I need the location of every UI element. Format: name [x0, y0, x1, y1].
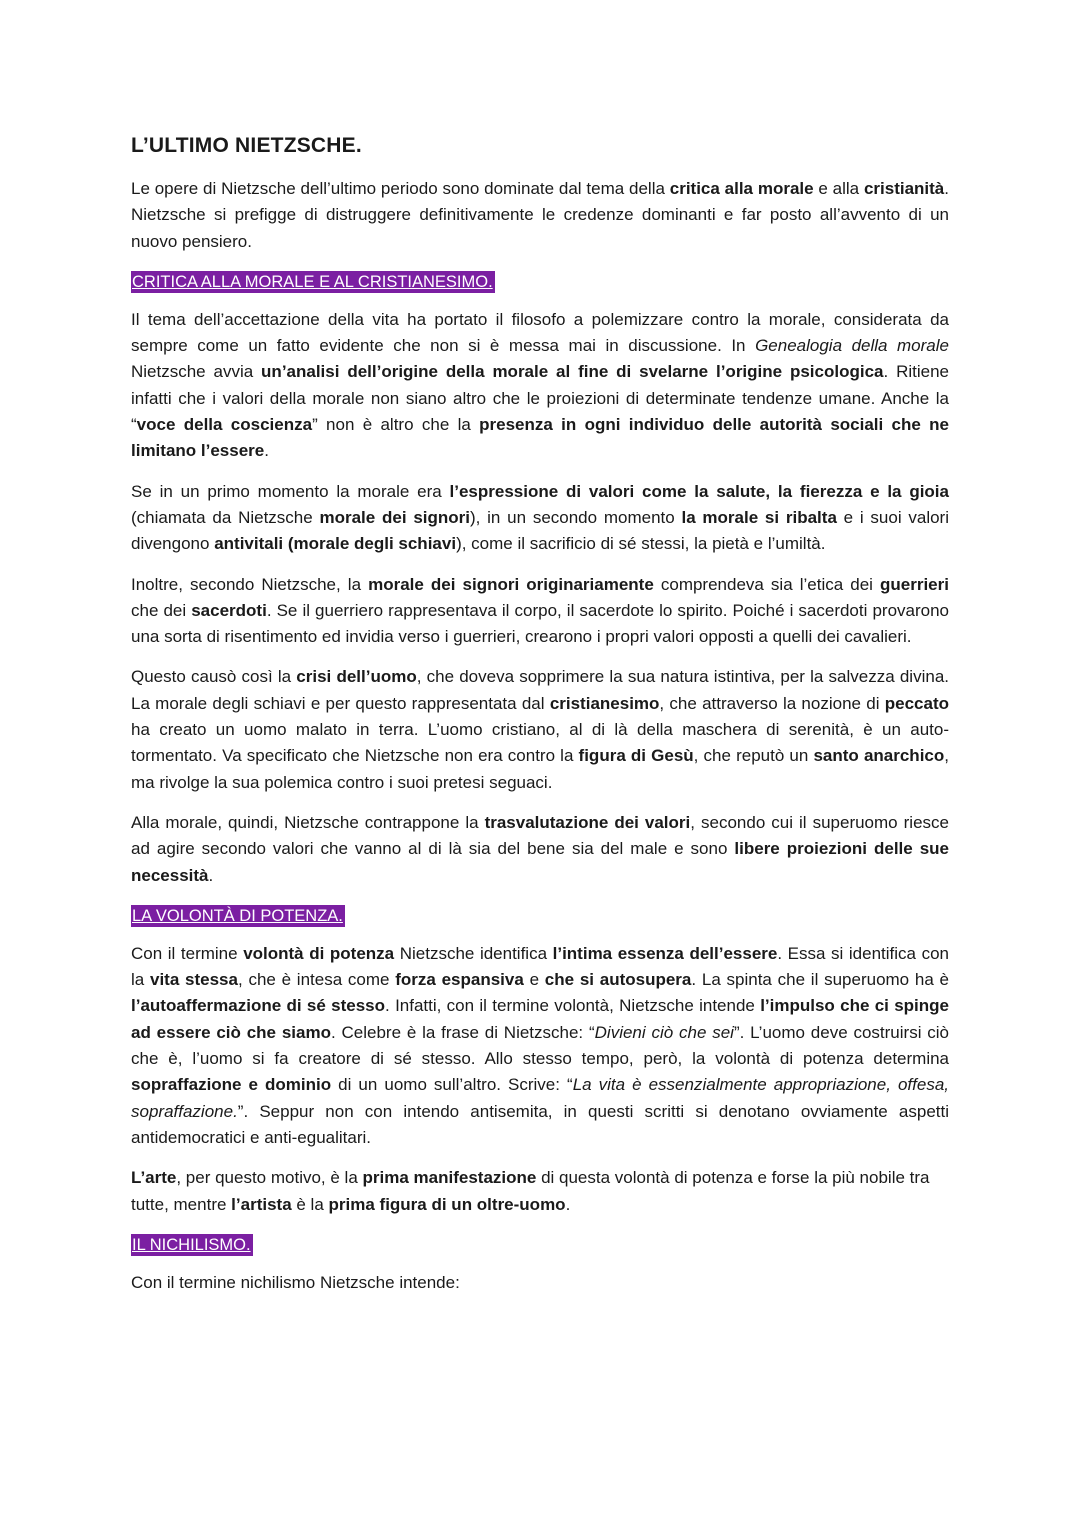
bold-text: peccato — [884, 693, 949, 713]
section-heading: LA VOLONTÀ DI POTENZA. — [132, 906, 343, 925]
text-run: ”. L’uomo deve costruirsi ciò che è, l’uomo si fa creatore di sé stesso. Allo stesso tempo, però, la volontà di potenza determina — [131, 1022, 950, 1069]
bold-text: crisi dell’uomo — [296, 667, 417, 687]
section — [131, 1232, 949, 1296]
paragraph — [131, 307, 949, 465]
text-run: Inoltre, secondo Nietzsche, la — [131, 574, 369, 594]
section — [131, 269, 949, 889]
text-run: ”. Seppur non con intendo antisemita, in questi scritti si denotano ovviamente aspetti antidemocratici e anti-egualitari. — [131, 1101, 949, 1147]
intro-paragraph — [131, 176, 949, 255]
text-run: . Infatti, con il termine volontà, Nietzsche intende — [385, 996, 761, 1016]
text-run: . La spinta che il superuomo ha è — [691, 970, 949, 990]
text-run: ), come il sacrificio di sé stessi, la pietà e l’umiltà. — [456, 534, 826, 554]
page-title: L’ULTIMO NIETZSCHE. — [131, 134, 362, 157]
text-run: , per questo motivo, è la — [176, 1168, 363, 1188]
text-run: . — [565, 1194, 571, 1214]
text-run: Questo causò così la — [131, 667, 297, 687]
section-heading: CRITICA ALLA MORALE E AL CRISTIANESIMO. — [132, 272, 493, 291]
text-run: ), in un secondo momento — [470, 507, 682, 527]
text-run: che dei — [131, 600, 192, 620]
bold-text: guerrieri — [880, 574, 949, 594]
text-run: e alla — [813, 179, 864, 198]
text-run: di questa volontà di potenza e forse la più nobile tra tutte, mentre — [131, 1168, 930, 1214]
bold-text: libere proiezioni delle sue necessità — [131, 839, 949, 885]
text-run: . — [208, 865, 214, 885]
text-run: . Nietzsche si prefigge di distruggere definitivamente le credenze dominanti e far posto all’avvento di un nuovo pensiero. — [131, 179, 949, 251]
text-run: , che doveva sopprimere la sua natura istintiva, per la salvezza divina. La morale degli schiavi e per questo rappresentata dal — [131, 667, 949, 713]
paragraph — [131, 664, 949, 795]
text-run: . Essa si identifica con la — [131, 943, 949, 990]
bold-text: presenza in ogni individuo delle autorità sociali che ne limitano l’essere — [131, 415, 950, 461]
text-run: (chiamata da Nietzsche — [131, 507, 320, 527]
bold-text: santo anarchico — [813, 746, 945, 766]
text-run: Alla morale, quindi, Nietzsche contrappone la — [131, 812, 485, 832]
bold-text: l’autoaffermazione di sé stesso — [131, 996, 386, 1016]
text-run: . Se il guerriero rappresentava il corpo, il sacerdote lo spirito. Poiché i sacerdoti provarono una sorta di risentimento ed invidia verso i guerrieri, crearono i propri valori opposti a quelli dei cavalieri. — [131, 600, 949, 647]
bold-text: L’arte — [131, 1168, 177, 1188]
section — [131, 903, 949, 1218]
bold-text: trasvalutazione dei valori — [484, 812, 691, 832]
bold-text: l’artista — [231, 1194, 292, 1214]
text-run: , che attraverso la nozione di — [659, 693, 885, 713]
text-run: , che è intesa come — [237, 970, 396, 990]
bold-text: l’impulso che ci spinge ad essere ciò che siamo — [131, 996, 950, 1042]
paragraph — [131, 941, 949, 1151]
bold-text: l’intima essenza dell’essere — [552, 943, 778, 963]
bold-text: cristianità — [863, 179, 945, 198]
paragraph — [131, 810, 949, 889]
text-run: , ma rivolge la sua polemica contro i suoi pretesi seguaci. — [131, 746, 949, 792]
bold-text: volontà di potenza — [243, 943, 395, 963]
text-run: comprendeva sia l’etica dei — [653, 574, 880, 594]
text-run: Nietzsche identifica — [394, 943, 553, 963]
text-run: , che reputò un — [693, 746, 814, 766]
bold-text: morale dei signori originariamente — [368, 574, 654, 594]
text-run: Nietzsche avvia — [131, 362, 262, 382]
bold-text: morale dei signori — [319, 507, 470, 527]
text-run: è la — [291, 1194, 329, 1214]
italic-text: La vita è essenzialmente appropriazione, offesa, sopraffazione. — [131, 1075, 949, 1121]
bold-text: prima manifestazione — [362, 1168, 537, 1188]
bold-text: voce della coscienza — [136, 415, 313, 435]
bold-text: cristianesimo — [549, 693, 660, 713]
paragraph — [131, 479, 949, 558]
text-run: Il tema dell’accettazione della vita ha portato il filosofo a polemizzare contro la morale, considerata da sempre come un fatto evidente che non si è messa mai in discussione. In — [131, 309, 949, 356]
paragraph — [131, 572, 949, 651]
bold-text: antivitali (morale degli schiavi — [214, 534, 457, 554]
text-run: . — [264, 441, 269, 461]
bold-text: prima figura di un oltre-uomo — [328, 1194, 566, 1214]
bold-text: un’analisi dell’origine della morale al fine di svelarne l’origine psicologica — [261, 362, 884, 382]
italic-text: Divieni ciò che sei — [594, 1022, 734, 1042]
text-run: , secondo cui il superuomo riesce ad agire secondo valori che vanno al di là sia del bene sia del male e sono — [131, 812, 949, 859]
text-run: e — [523, 970, 545, 990]
text-run: Con il termine nichilismo Nietzsche intende: — [131, 1272, 460, 1292]
text-run: di un uomo sull’altro. Scrive: “ — [331, 1075, 573, 1095]
document-page — [131, 132, 949, 1310]
paragraph — [131, 1165, 949, 1218]
text-run: e i suoi valori divengono — [131, 507, 949, 554]
text-run: Se in un primo momento la morale era — [131, 481, 450, 501]
bold-text: la morale si ribalta — [681, 507, 837, 527]
italic-text: Genealogia della morale — [755, 336, 949, 356]
bold-text: vita stessa — [149, 970, 238, 990]
bold-text: critica alla morale — [669, 179, 814, 198]
text-run: ” non è altro che la — [312, 415, 480, 435]
bold-text: sopraffazione e dominio — [131, 1075, 332, 1095]
text-run: ha creato un uomo malato in terra. L’uomo cristiano, al di là della maschera di serenità, è un auto-tormentato. Va specificato che Nietzsche non era contro la — [131, 720, 949, 766]
section-heading: IL NICHILISMO. — [132, 1235, 251, 1254]
text-run: . Ritiene infatti che i valori della morale non siano altro che le proiezioni di determinate tendenze umane. Anche la “ — [131, 362, 949, 435]
bold-text: che si autosupera — [544, 970, 692, 990]
bold-text: l’espressione di valori come la salute, la fierezza e la gioia — [449, 481, 949, 501]
bold-text: sacerdoti — [191, 600, 267, 620]
bold-text: forza espansiva — [395, 970, 524, 990]
bold-text: figura di Gesù — [578, 746, 694, 766]
text-run: . Celebre è la frase di Nietzsche: “ — [330, 1022, 595, 1042]
paragraph — [131, 1270, 949, 1296]
text-run: Le opere di Nietzsche dell’ultimo periodo sono dominate dal tema della — [131, 179, 670, 198]
text-run: Con il termine — [131, 943, 244, 963]
